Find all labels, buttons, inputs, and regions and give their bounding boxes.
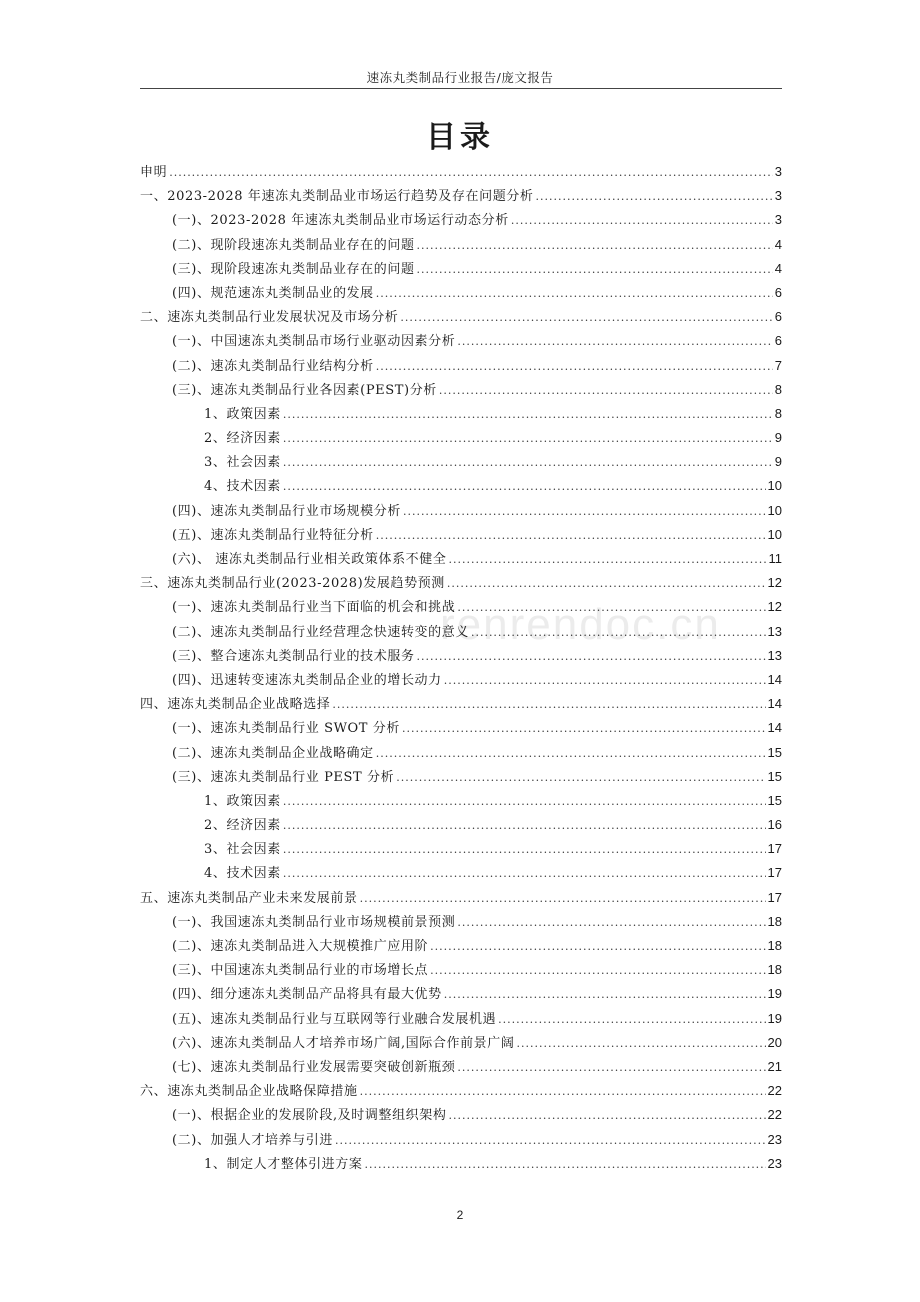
toc-entry[interactable] <box>140 668 782 692</box>
toc-entry-title: (五)、速冻丸类制品行业与互联网等行业融合发展机遇 <box>172 1011 497 1027</box>
toc-entry[interactable] <box>140 160 782 184</box>
dot-leader <box>457 911 765 935</box>
toc-entry-title: 3、社会因素 <box>204 842 281 858</box>
toc-entry[interactable] <box>140 886 782 910</box>
toc-entry[interactable] <box>140 281 782 305</box>
dot-leader <box>430 959 765 983</box>
toc-entry-title: (五)、速冻丸类制品行业特征分析 <box>172 527 374 543</box>
dot-leader <box>335 1129 766 1153</box>
toc-entry[interactable] <box>140 765 782 789</box>
dot-leader <box>376 282 773 306</box>
dot-leader <box>457 596 765 620</box>
toc-entry-page: 9 <box>774 454 782 470</box>
dot-leader <box>417 258 773 282</box>
toc-entry-title: (二)、现阶段速冻丸类制品业存在的问题 <box>172 237 415 253</box>
dot-leader <box>283 838 766 862</box>
toc-entry[interactable] <box>140 620 782 644</box>
toc-entry-page: 11 <box>768 551 782 566</box>
toc-entry[interactable] <box>140 499 782 523</box>
toc-entry-title: 4、技术因素 <box>204 479 281 495</box>
running-header: 速冻丸类制品行业报告/庞文报告 <box>366 70 554 85</box>
toc-entry[interactable] <box>140 305 782 329</box>
toc-entry[interactable] <box>140 402 782 426</box>
toc-entry-page: 18 <box>767 962 782 978</box>
toc-entry-page: 4 <box>774 260 782 276</box>
dot-leader <box>447 572 766 596</box>
toc-entry[interactable] <box>140 233 782 257</box>
toc-entry-page: 21 <box>767 1058 782 1074</box>
toc-entry[interactable] <box>140 813 782 837</box>
page-number: 2 <box>456 1208 464 1222</box>
watermark: renrendoc.cn <box>440 600 721 649</box>
toc-entry-page: 22 <box>767 1083 782 1099</box>
toc-entry-page: 14 <box>767 671 782 687</box>
toc-entry-title: (三)、速冻丸类制品行业 PEST 分析 <box>172 769 395 785</box>
toc-entry-title: (二)、加强人才培养与引进 <box>172 1132 333 1148</box>
toc-entry[interactable] <box>140 595 782 619</box>
dot-leader <box>417 234 773 258</box>
toc-entry[interactable] <box>140 958 782 982</box>
dot-leader <box>448 548 766 572</box>
toc-entry[interactable] <box>140 1007 782 1031</box>
toc-entry-page: 17 <box>767 865 782 881</box>
toc-entry-page: 23 <box>767 1131 782 1147</box>
dot-leader <box>402 717 766 741</box>
dot-leader <box>283 451 773 475</box>
toc-entry-page: 10 <box>767 502 782 518</box>
toc-entry-page: 19 <box>767 1010 782 1026</box>
toc-entry[interactable] <box>140 837 782 861</box>
header-divider <box>140 88 782 89</box>
toc-entry-page: 12 <box>767 599 782 615</box>
toc-entry[interactable] <box>140 716 782 740</box>
dot-leader <box>376 742 766 766</box>
toc-entry-title: (四)、细分速冻丸类制品产品将具有最大优势 <box>172 987 442 1003</box>
dot-leader <box>283 790 766 814</box>
dot-leader <box>417 645 766 669</box>
toc-entry-title: (三)、中国速冻丸类制品行业的市场增长点 <box>172 963 429 979</box>
dot-leader <box>444 983 766 1007</box>
toc-entry[interactable] <box>140 523 782 547</box>
toc-entry-title: (一)、中国速冻丸类制品市场行业驱动因素分析 <box>172 334 456 350</box>
toc-entry-page: 6 <box>774 333 782 349</box>
toc-entry-title: 2、经济因素 <box>204 818 281 834</box>
toc-entry-title: (一)、速冻丸类制品行业 SWOT 分析 <box>172 721 401 737</box>
toc-entry-page: 14 <box>767 720 782 736</box>
page-title: 目录 <box>426 120 494 155</box>
toc-entry[interactable] <box>140 982 782 1006</box>
dot-leader <box>283 403 773 427</box>
dot-leader <box>283 475 766 499</box>
toc-entry-title: (一)、速冻丸类制品行业当下面临的机会和挑战 <box>172 600 456 616</box>
dot-leader <box>471 621 766 645</box>
toc-entry-page: 23 <box>767 1155 782 1171</box>
toc-entry-page: 22 <box>767 1107 782 1123</box>
toc-entry-page: 3 <box>774 188 782 204</box>
toc-entry-title: 1、政策因素 <box>204 406 281 422</box>
toc-entry[interactable] <box>140 789 782 813</box>
toc-entry-title: 2、经济因素 <box>204 431 281 447</box>
table-of-contents <box>140 160 782 1176</box>
toc-entry[interactable] <box>140 184 782 208</box>
toc-entry-page: 6 <box>774 309 782 325</box>
toc-entry-title: (六)、速冻丸类制品人才培养市场广阔,国际合作前景广阔 <box>172 1035 515 1051</box>
dot-leader <box>283 814 766 838</box>
toc-entry-page: 10 <box>767 526 782 542</box>
toc-entry[interactable] <box>140 934 782 958</box>
dot-leader <box>332 693 765 717</box>
dot-leader <box>457 330 772 354</box>
dot-leader <box>364 1153 765 1177</box>
toc-entry-title: (二)、速冻丸类制品进入大规模推广应用阶 <box>172 939 429 954</box>
toc-entry-page: 19 <box>767 986 782 1002</box>
toc-entry-page: 17 <box>767 841 782 857</box>
dot-leader <box>444 669 766 693</box>
toc-entry[interactable] <box>140 861 782 885</box>
toc-entry[interactable] <box>140 910 782 934</box>
toc-entry-title: 六、速冻丸类制品企业战略保障措施 <box>140 1084 358 1100</box>
toc-entry-page: 6 <box>774 284 782 300</box>
toc-entry-page: 7 <box>774 357 782 373</box>
toc-entry-title: (一)、根据企业的发展阶段,及时调整组织架构 <box>172 1108 447 1124</box>
toc-entry-title: (一)、我国速冻丸类制品行业市场规模前景预测 <box>172 914 456 930</box>
toc-entry[interactable] <box>140 474 782 498</box>
toc-entry[interactable] <box>140 329 782 353</box>
toc-entry-title: (三)、速冻丸类制品行业各因素(PEST)分析 <box>172 382 437 398</box>
toc-entry-page: 9 <box>774 430 782 446</box>
toc-entry-title: 三、速冻丸类制品行业(2023-2028)发展趋势预测 <box>140 576 445 592</box>
toc-entry-page: 17 <box>767 889 782 905</box>
toc-entry-page: 16 <box>767 817 782 833</box>
toc-entry-page: 3 <box>774 212 782 228</box>
toc-entry[interactable] <box>140 378 782 402</box>
dot-leader <box>400 306 772 330</box>
toc-entry[interactable] <box>140 208 782 232</box>
dot-leader <box>376 524 766 548</box>
toc-entry-page: 12 <box>767 575 782 591</box>
dot-leader <box>169 161 773 185</box>
toc-entry-page: 13 <box>767 647 782 663</box>
toc-entry[interactable] <box>140 547 782 571</box>
toc-entry[interactable] <box>140 644 782 668</box>
toc-entry-title: (四)、速冻丸类制品行业市场规模分析 <box>172 503 401 519</box>
toc-entry-title: 1、政策因素 <box>204 793 281 809</box>
toc-entry-page: 10 <box>767 478 782 494</box>
toc-entry-title: (三)、现阶段速冻丸类制品业存在的问题 <box>172 261 415 277</box>
toc-entry-title: (三)、整合速冻丸类制品行业的技术服务 <box>172 648 415 664</box>
toc-entry[interactable] <box>140 692 782 716</box>
toc-entry-title: 3、社会因素 <box>204 455 281 471</box>
toc-entry[interactable] <box>140 257 782 281</box>
toc-entry-page: 4 <box>774 236 782 252</box>
dot-leader <box>511 209 773 233</box>
toc-entry-page: 8 <box>774 405 782 421</box>
toc-entry-title: (一)、2023-2028 年速冻丸类制品业市场运行动态分析 <box>172 213 509 229</box>
toc-entry-page: 14 <box>767 696 782 712</box>
toc-entry-title: (二)、速冻丸类制品行业结构分析 <box>172 358 374 374</box>
toc-entry-title: (二)、速冻丸类制品行业经营理念快速转变的意义 <box>172 624 469 640</box>
toc-entry[interactable] <box>140 1152 782 1176</box>
toc-entry-title: 1、制定人才整体引进方案 <box>204 1156 363 1172</box>
toc-entry-page: 13 <box>767 623 782 639</box>
dot-leader <box>283 427 773 451</box>
toc-entry-page: 15 <box>767 768 782 784</box>
toc-entry-page: 18 <box>767 913 782 929</box>
toc-entry-page: 15 <box>767 792 782 808</box>
toc-entry-title: 四、速冻丸类制品企业战略选择 <box>140 697 331 713</box>
dot-leader <box>498 1008 765 1032</box>
toc-entry[interactable] <box>140 1079 782 1103</box>
toc-entry[interactable] <box>140 426 782 450</box>
toc-entry[interactable] <box>140 571 782 595</box>
toc-entry-title: (二)、速冻丸类制品企业战略确定 <box>172 745 374 761</box>
dot-leader <box>516 1032 765 1056</box>
toc-entry-title: 4、技术因素 <box>204 866 281 882</box>
dot-leader <box>430 935 765 959</box>
dot-leader <box>536 185 773 209</box>
dot-leader <box>283 862 766 886</box>
toc-entry[interactable] <box>140 741 782 765</box>
toc-entry-page: 15 <box>767 744 782 760</box>
dot-leader <box>360 887 766 911</box>
toc-entry[interactable] <box>140 1031 782 1055</box>
toc-entry-page: 3 <box>774 164 782 179</box>
toc-entry[interactable] <box>140 354 782 378</box>
dot-leader <box>457 1056 765 1080</box>
toc-entry-title: (七)、速冻丸类制品行业发展需要突破创新瓶颈 <box>172 1059 456 1075</box>
toc-entry-title: 申明 <box>140 165 168 180</box>
toc-entry-title: (六)、 速冻丸类制品行业相关政策体系不健全 <box>172 552 447 567</box>
toc-entry[interactable] <box>140 1103 782 1127</box>
dot-leader <box>360 1080 766 1104</box>
dot-leader <box>396 766 765 790</box>
toc-entry-title: 五、速冻丸类制品产业未来发展前景 <box>140 890 358 906</box>
dot-leader <box>403 500 766 524</box>
dot-leader <box>376 355 773 379</box>
toc-entry-title: 一、2023-2028 年速冻丸类制品业市场运行趋势及存在问题分析 <box>140 189 534 205</box>
toc-entry-title: (四)、迅速转变速冻丸类制品企业的增长动力 <box>172 672 442 688</box>
toc-entry-title: 二、速冻丸类制品行业发展状况及市场分析 <box>140 310 399 326</box>
toc-entry-page: 20 <box>767 1034 782 1050</box>
dot-leader <box>448 1104 765 1128</box>
dot-leader <box>439 379 773 403</box>
toc-entry[interactable] <box>140 450 782 474</box>
toc-entry-title: (四)、规范速冻丸类制品业的发展 <box>172 285 374 301</box>
toc-entry-page: 18 <box>767 938 782 953</box>
toc-entry[interactable] <box>140 1128 782 1152</box>
toc-entry[interactable] <box>140 1055 782 1079</box>
toc-entry-page: 8 <box>774 381 782 397</box>
